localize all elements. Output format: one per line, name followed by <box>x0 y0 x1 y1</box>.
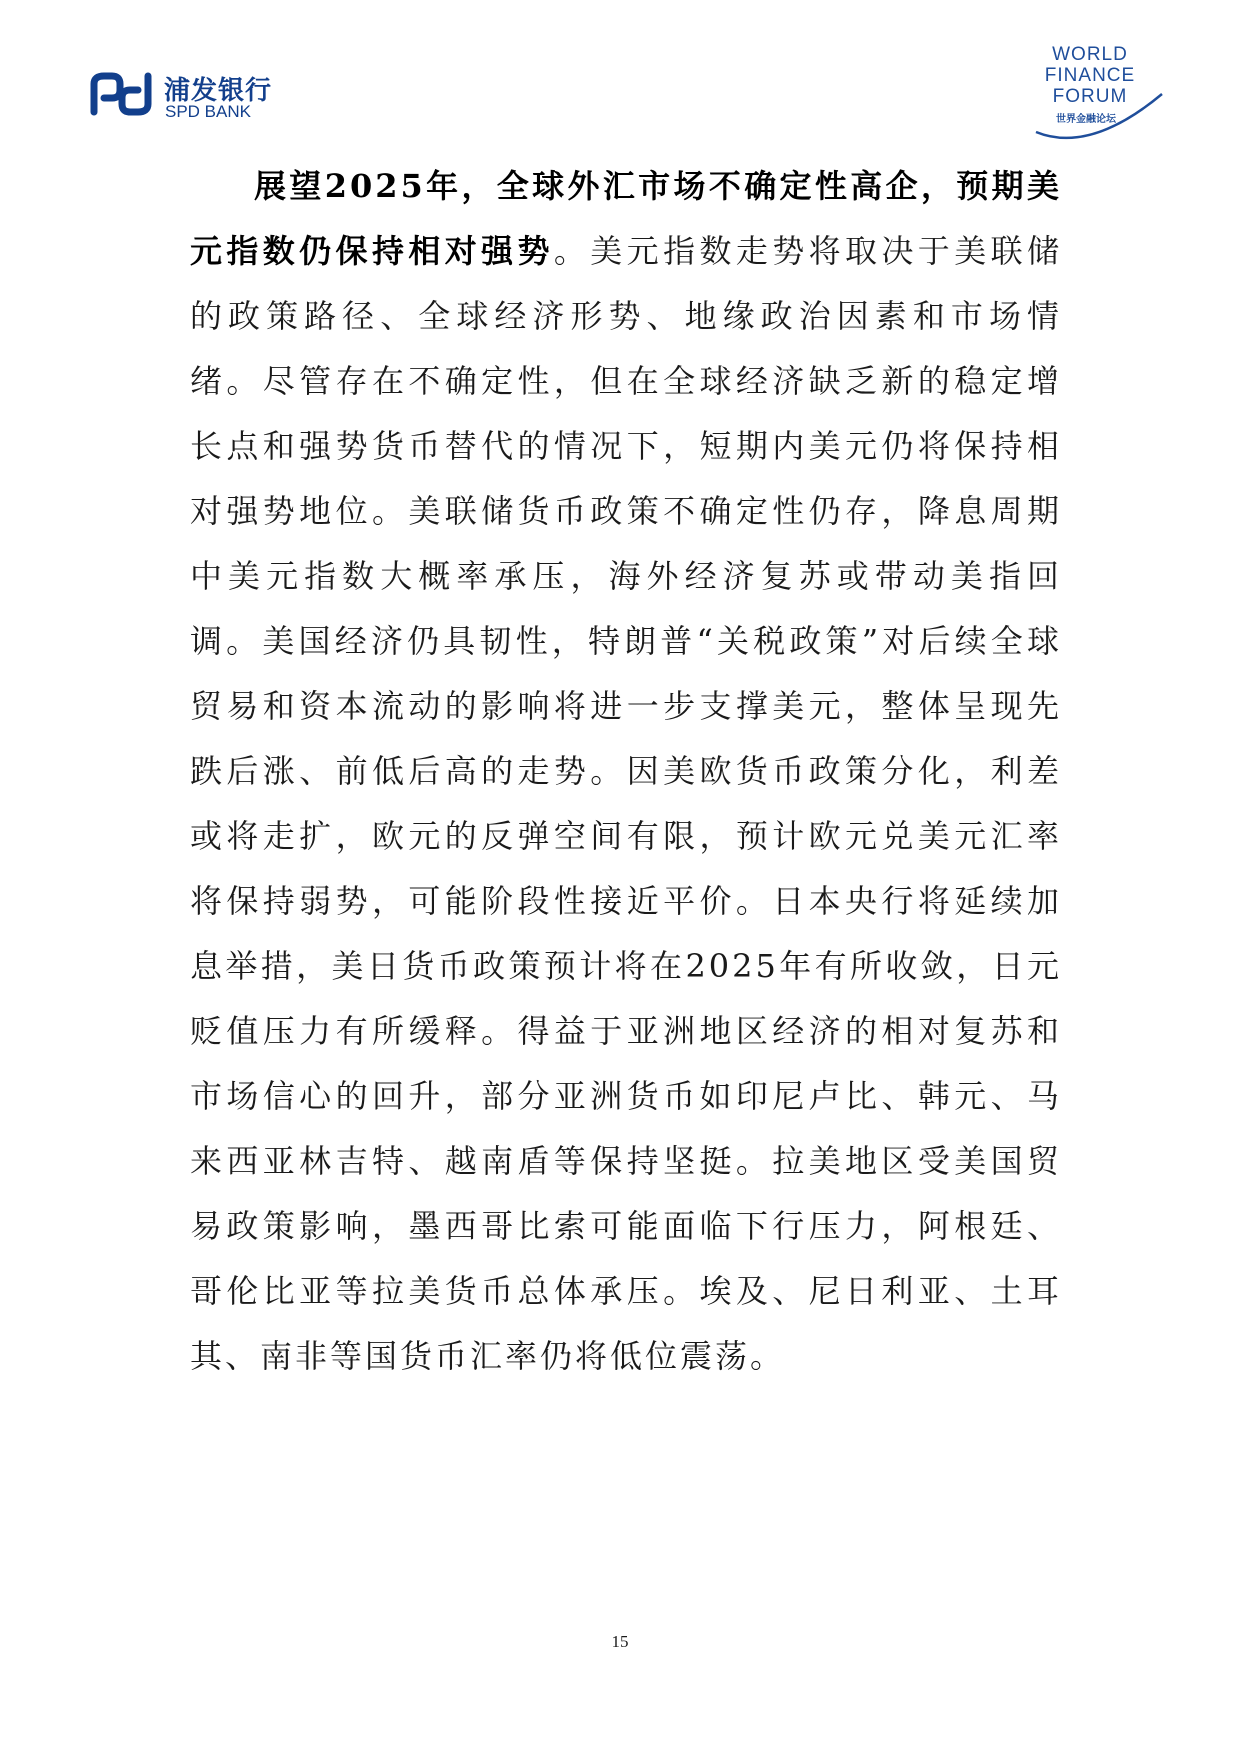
body-paragraph-block <box>190 154 1062 1389</box>
body-paragraph <box>190 154 1062 1389</box>
spd-bank-logo <box>90 68 280 124</box>
paragraph-lead-sentence: 展望2025年，全球外汇市场不确定性高企，预期美元指数仍保持相对强势 <box>190 167 1062 270</box>
wff-line-finance: FINANCE <box>1044 65 1136 86</box>
spd-bank-name-cn: 浦发银行 <box>164 76 273 106</box>
wff-line-world: WORLD <box>1052 44 1128 65</box>
world-finance-forum-logo <box>1030 44 1170 144</box>
spd-bank-logo-mark-icon <box>90 72 152 116</box>
wff-name-cn: 世界金融论坛 <box>1056 114 1116 125</box>
wff-line-forum: FORUM <box>1052 86 1128 107</box>
spd-bank-name-en: SPD BANK <box>165 102 251 121</box>
page-number: 15 <box>611 1632 629 1651</box>
paragraph-body-text: 。美元指数走势将取决于美联储的政策路径、全球经济形势、地缘政治因素和市场情绪。尽管存在不确定性，但在全球经济缺乏新的稳定增长点和强势货币替代的情况下，短期内美元仍将保持相对强势地位。美联储货币政策不确定性仍存，降息周期中美元指数大概率承压，海外经济复苏或带动美指回调。美国经济仍具韧性，特朗普“关税政策”对后续全球贸易和资本流动的影响将进一步支撑美元，整体呈现先跌后涨、前低后高的走势。因美欧货币政策分化，利差或将走扩，欧元的反弹空间有限，预计欧元兑美元汇率将保持弱势，可能阶段性接近平价。日本央行将延续加息举措，美日货币政策预计将在2025年有所收敛，日元贬值压力有所缓释。得益于亚洲地区经济的相对复苏和市场信心的回升，部分亚洲货币如印尼卢比、韩元、马来西亚林吉特、越南盾等保持坚挺。拉美地区受美国贸易政策影响，墨西哥比索可能面临下行压力，阿根廷、哥伦比亚等拉美货币总体承压。埃及、尼日利亚、土耳其、南非等国货币汇率仍将低位震荡。 <box>190 232 1062 1375</box>
